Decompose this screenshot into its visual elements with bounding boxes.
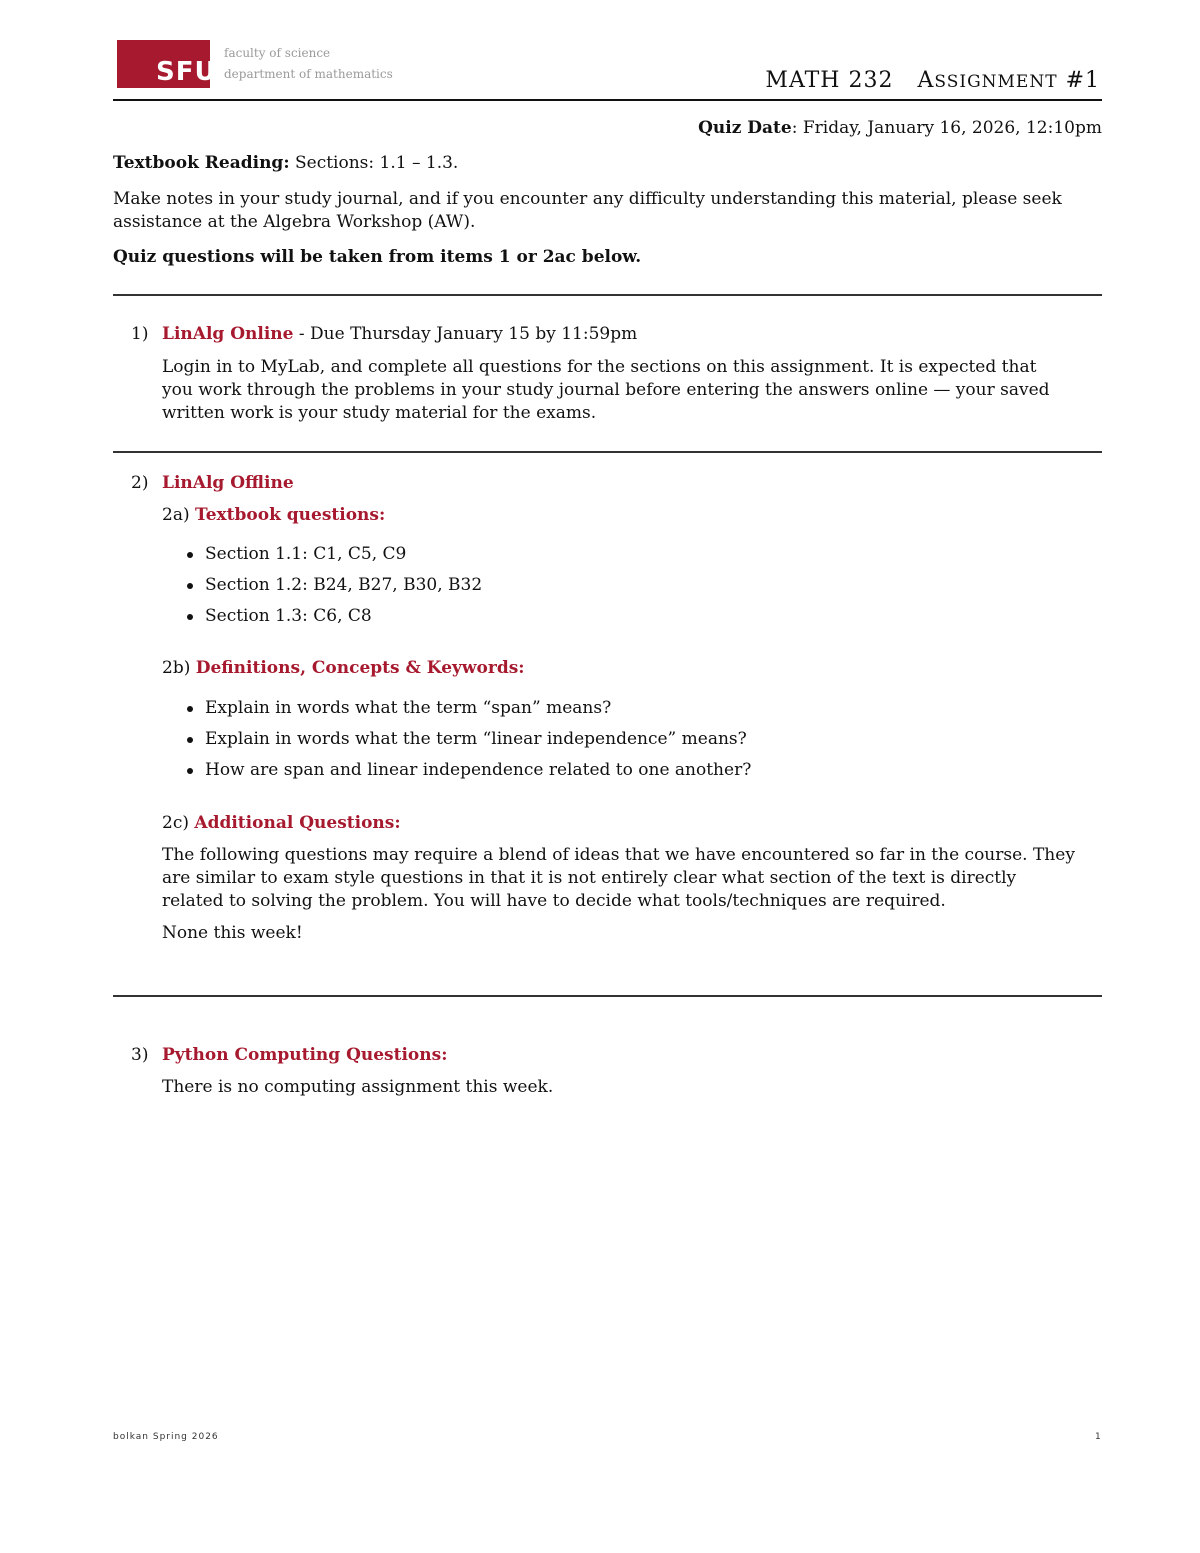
course-code: MATH 232 (765, 68, 894, 93)
textbook-questions-list (186, 543, 482, 636)
quiz-date-label: Quiz Date (698, 118, 792, 138)
logo-faculty-line: faculty of science (224, 46, 331, 60)
notes-line-2: assistance at the Algebra Workshop (AW). (113, 212, 476, 232)
item-2a-heading (162, 504, 1102, 527)
assignment-word: SSIGNMENT (934, 72, 1058, 92)
section-divider (113, 451, 1102, 453)
item-2c-body-line-3: related to solving the problem. You will have to decide what tools/techniques are required. (162, 891, 946, 911)
item-2-title: LinAlg Offline (162, 473, 294, 493)
quiz-date (698, 118, 1102, 138)
textbook-reading-value: Sections: 1.1 – 1.3. (289, 153, 459, 173)
list-item: Explain in words what the term “linear independence” means? (186, 728, 751, 759)
item-1-number: 1) (131, 324, 149, 344)
item-2b-label: 2b) (162, 658, 191, 678)
textbook-reading (113, 152, 1102, 175)
list-item: How are span and linear independence related to one another? (186, 759, 751, 790)
item-1-body-line-1: Login in to MyLab, and complete all questions for the sections on this assignment. It is expected that (162, 357, 1037, 377)
list-item: Section 1.2: B24, B27, B30, B32 (186, 574, 482, 605)
assignment-initial: A (917, 68, 935, 93)
item-3-body: There is no computing assignment this week. (162, 1077, 554, 1097)
list-item: Section 1.3: C6, C8 (186, 605, 482, 636)
page-title (765, 68, 1100, 93)
quiz-note: Quiz questions will be taken from items 1 or 2ac below. (113, 247, 642, 267)
item-2c-body-line-1: The following questions may require a blend of ideas that we have encountered so far in the course. They (162, 845, 1075, 865)
item-1-heading (162, 323, 1102, 346)
list-item: Section 1.1: C1, C5, C9 (186, 543, 482, 574)
footer-author-term: bolkan Spring 2026 (113, 1432, 219, 1442)
definitions-list (186, 697, 751, 790)
item-1-body-line-3: written work is your study material for the exams. (162, 403, 597, 423)
item-2a-title: Textbook questions: (195, 505, 386, 525)
item-1-title: LinAlg Online (162, 324, 294, 344)
item-2-number: 2) (131, 473, 149, 493)
header-divider (113, 99, 1102, 101)
item-2c-body-line-2: are similar to exam style questions in that it is not entirely clear what section of the text is directly (162, 868, 1017, 888)
sfu-logo (117, 40, 393, 88)
item-2b-title: Definitions, Concepts & Keywords: (195, 658, 525, 678)
list-item: Explain in words what the term “span” means? (186, 697, 751, 728)
quiz-date-value: : Friday, January 16, 2026, 12:10pm (791, 118, 1102, 138)
sfu-logo-text: SFU (156, 57, 217, 87)
page-number: 1 (1095, 1432, 1101, 1442)
item-2a-label: 2a) (162, 505, 190, 525)
item-2c-none: None this week! (162, 923, 303, 943)
item-3-heading (162, 1044, 1102, 1067)
item-2b-heading (162, 657, 1102, 680)
logo-department-line: department of mathematics (224, 67, 393, 81)
assignment-number: #1 (1065, 68, 1100, 93)
item-2c-heading (162, 812, 1102, 835)
sfu-logo-block (117, 40, 217, 88)
section-divider (113, 995, 1102, 997)
notes-line-1: Make notes in your study journal, and if you encounter any difficulty understanding this material, please seek (113, 189, 1062, 209)
item-3-number: 3) (131, 1045, 149, 1065)
item-3-title: Python Computing Questions: (162, 1045, 448, 1065)
logo-department-text (210, 40, 393, 88)
textbook-reading-label: Textbook Reading: (113, 153, 290, 173)
section-divider (113, 294, 1102, 296)
item-1-due: - Due Thursday January 15 by 11:59pm (293, 324, 638, 344)
item-1-body-line-2: you work through the problems in your study journal before entering the answers online — your saved (162, 380, 1050, 400)
item-2c-title: Additional Questions: (194, 813, 401, 833)
item-2-heading (162, 472, 1102, 495)
item-2c-label: 2c) (162, 813, 189, 833)
